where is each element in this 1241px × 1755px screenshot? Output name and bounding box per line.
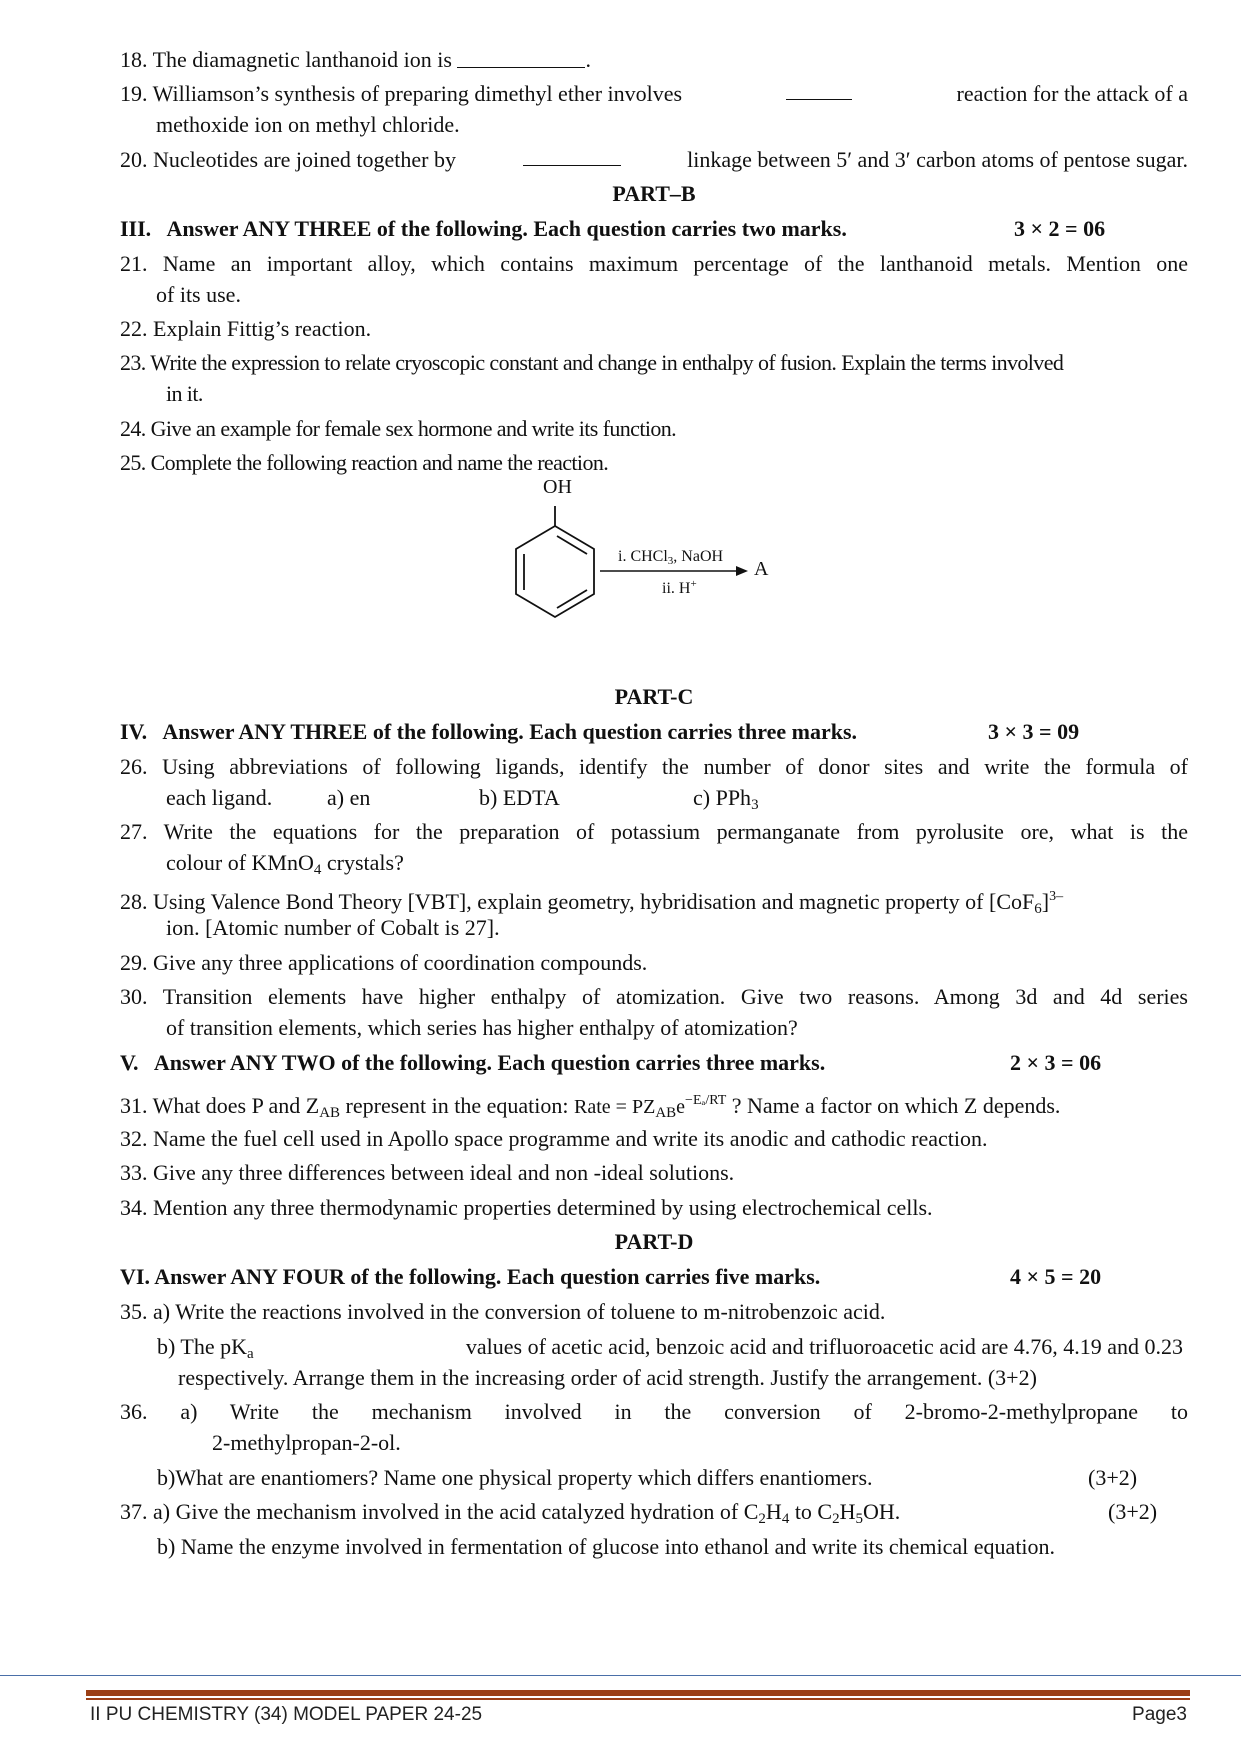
question-28-cont: ion. [Atomic number of Cobalt is 27]. (166, 915, 500, 940)
section-iv-marks: 3 × 3 = 09 (988, 719, 1080, 744)
question-30: 30. Transition elements have higher enthalpy of atomization. Give two reasons. Among 3d and 4d series (120, 984, 1188, 1009)
question-19-cont: methoxide ion on methyl chloride. (156, 112, 460, 137)
question-37b: b) Name the enzyme involved in fermentation of glucose into ethanol and write its chemical equation. (157, 1534, 1056, 1559)
question-36a-cont: 2-methylpropan-2-ol. (212, 1430, 401, 1455)
section-v-heading: V. Answer ANY TWO of the following. Each question carries three marks. 2 × 3 = 06 (120, 1048, 1188, 1078)
question-27-cont: colour of KMnO$_4$ crystals? (166, 850, 404, 878)
footer-rule-double (86, 1698, 1190, 1700)
ligand-option-b: b) EDTA (479, 785, 560, 810)
answer-blank (457, 47, 585, 68)
footer-rule-thick (86, 1690, 1190, 1696)
answer-blank (523, 145, 621, 166)
section-iii-marks: 3 × 2 = 06 (1014, 216, 1106, 241)
section-iv-heading: IV. Answer ANY THREE of the following. Each question carries three marks. 3 × 3 = 09 (120, 717, 1188, 747)
oh-label: OH (543, 476, 572, 498)
answer-blank (786, 79, 852, 100)
question-36b: b)What are enantiomers? Name one physical property which differs enantiomers. (3+2) (157, 1463, 1225, 1493)
question-36-marks: (3+2) (1088, 1465, 1138, 1490)
question-26: 26. Using abbreviations of following ligands, identify the number of donor sites and write the formula of (120, 754, 1188, 779)
question-28: 28. Using Valence Bond Theory [VBT], explain geometry, hybridisation and magnetic property of $[CoF_6]^{3-}$ (120, 889, 1064, 917)
part-c-title: PART-C (614, 684, 694, 709)
question-33: 33. Give any three differences between ideal and non -ideal solutions. (120, 1160, 735, 1185)
question-36a: 36. a) Write the mechanism involved in the conversion of 2-bromo-2-methylpropane to (120, 1399, 1188, 1424)
reagent-2: ii. H+ (662, 578, 697, 597)
reimer-tiemann-reaction (500, 474, 800, 674)
section-v-marks: 2 × 3 = 06 (1010, 1050, 1102, 1075)
question-30-cont: of transition elements, which series has higher enthalpy of atomization? (166, 1015, 798, 1040)
footer-rule-thin (0, 1675, 1241, 1676)
question-18: 18. The diamagnetic lanthanoid ion is . (120, 47, 591, 72)
part-b-title: PART–B (612, 181, 696, 206)
section-vi-heading: VI. Answer ANY FOUR of the following. Each question carries five marks. 4 × 5 = 20 (120, 1262, 1188, 1292)
section-vi-marks: 4 × 5 = 20 (1010, 1264, 1102, 1289)
question-37-marks: (3+2) (1108, 1499, 1158, 1524)
question-25: 25. Complete the following reaction and name the reaction. (120, 450, 609, 475)
question-19: 19. Williamson’s synthesis of preparing dimethyl ether involves reaction for the attack of a (120, 81, 1188, 106)
section-iii-heading: III. Answer ANY THREE of the following. Each question carries two marks. 3 × 2 = 06 (120, 214, 1188, 244)
question-26-options: each ligand. a) en b) EDTA c) PPh$_3$ (166, 783, 1234, 813)
question-32: 32. Name the fuel cell used in Apollo space programme and write its anodic and cathodic reaction. (120, 1126, 988, 1151)
reagent-1: i. CHCl3, NaOH (618, 548, 724, 567)
question-29: 29. Give any three applications of coordination compounds. (120, 950, 648, 975)
question-21-cont: of its use. (156, 282, 241, 307)
question-23: 23. Write the expression to relate cryoscopic constant and change in enthalpy of fusion. Explain the terms involved (120, 350, 1064, 375)
question-35b-cont: respectively. Arrange them in the increasing order of acid strength. Justify the arrangement. (3+2) (178, 1365, 1037, 1390)
question-23-cont: in it. (166, 381, 203, 406)
question-37a: 37. a) Give the mechanism involved in the acid catalyzed hydration of $C_2H_4$ to $C_2H_5OH$. (3+2) (120, 1499, 1158, 1527)
question-31: 31. What does P and $Z_{AB}$ represent in the equation: Rate = $PZ_{AB}e^{-E_a/RT}$ ? Name a factor on which Z depends. (120, 1093, 1061, 1121)
question-27: 27. Write the equations for the preparation of potassium permanganate from pyrolusite ore, what is the (120, 819, 1188, 844)
page-number: Page3 (1132, 1704, 1187, 1725)
question-34: 34. Mention any three thermodynamic properties determined by using electrochemical cells. (120, 1195, 933, 1220)
question-20: 20. Nucleotides are joined together by linkage between 5′ and 3′ carbon atoms of pentose sugar. (120, 147, 1188, 172)
footer-title: II PU CHEMISTRY (34) MODEL PAPER 24-25 (90, 1704, 483, 1725)
arrhenius-equation: Rate = $PZ_{AB}e^{-E_a/RT}$ (574, 1093, 727, 1121)
question-22: 22. Explain Fittig’s reaction. (120, 316, 372, 341)
part-d-title: PART-D (614, 1229, 694, 1254)
question-35b: b) The $pK_a$ values of acetic acid, benzoic acid and trifluoroacetic acid are 4.76, 4.19 and 0.23 (157, 1334, 1183, 1362)
question-21: 21. Name an important alloy, which contains maximum percentage of the lanthanoid metals. Mention one (120, 251, 1188, 276)
question-35a: 35. a) Write the reactions involved in the conversion of toluene to m-nitrobenzoic acid. (120, 1299, 886, 1324)
product-label: A (754, 558, 769, 580)
ligand-option-a: a) en (327, 785, 371, 810)
question-24: 24. Give an example for female sex hormone and write its function. (120, 416, 677, 441)
ligand-option-c: c) PPh$_3$ (693, 785, 759, 813)
